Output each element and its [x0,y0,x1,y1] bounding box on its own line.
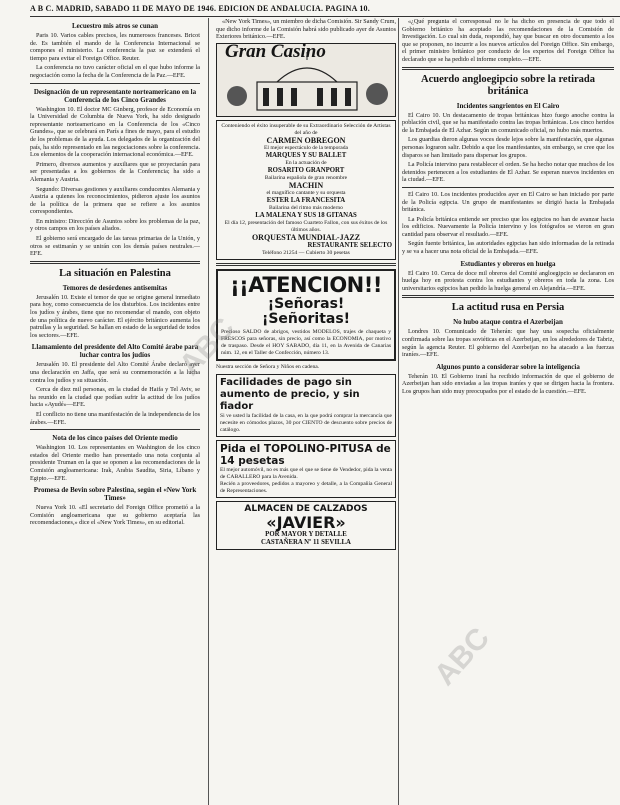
column-middle [216,18,396,805]
ad-title: ¡¡ATENCION!! [230,272,382,297]
paragraph: Cerca de diez mil personas, en la ciudad de Haifa y Tel Aviv, se ha reunido en la ciudad que podían sufrir la actitud de los judíos hacia «Ayudé»—EFE. [30,386,200,409]
paragraph: «¿Qué pregunta el corresponsal no le ha dicho en presencia de que todo el Gobierno británico ha aceptado las recomendaciones de la Comisión de Investigación. Lo cual sin duda, respondió, hay que buscar en otro documento a los que se proponen, no incurrir a los nuevos artículos del Foreign Office. Sin embargo, el primer ministro británico por conducto de los expertos del Foreign Office ha declarado que se ha pedido el informe completo.—EFE. [402,18,614,63]
column-divider [398,18,399,805]
paragraph: La Policía intervino para restablecer el orden. Se ha hecho notar que muchos de los detenidos pertenecen a los estudiantes de El Azhar. Se esperan nuevos incidentes en la ciudad.—EFE. [402,161,614,184]
paragraph: El gobierno será encargado de las tareas primarias de la Unión, y otros se estimarán y se unirán con los demás países neutrales.—EFE. [30,235,200,258]
casino-building-icon [217,40,395,114]
headline: Designación de un representante norteamericano en la Conferencia de los Cinco Grandes [33,87,197,104]
paragraph: Nueva York 10. «El secretario del Foreign Office prometió a la Comisión angloamericana que su gobierno aceptaría las recomendaciones,» dice el «New York Times», en su editorial. [30,504,200,527]
store-name: «JAVIER» [266,512,346,532]
ad-text: RESTAURANTE SELECTO [307,241,392,249]
casino-logo [216,40,396,117]
ad-text: Bailarina española de gran renombre [264,174,348,181]
column-divider [208,18,209,805]
section-headline: La situación en Palestina [59,267,171,279]
ad-text: CASTAÑERA Nº 11 SEVILLA [261,538,351,546]
paragraph: La conferencia no tuvo carácter oficial en el que hubo informe la negociación como la fecha de la Conferencia de la Paz.—EFE. [30,64,200,79]
shoe-store-ad [216,501,396,550]
performer-name: ORQUESTA MUNDIAL-JAZZ [251,232,361,242]
subheadline: Nota de los cinco países del Oriente medio [52,434,178,443]
paragraph: Segundo: Diversas gestiones y auxiliares conducentes Alemania y Austria a quienes los reconocimientos, pidieron ajuste los asuntos de la política de la primera que se refiere a los asuntos correspondientes. [30,185,200,216]
performer-name: MACHIN [288,180,324,190]
ad-text: En la actuación de [285,159,327,166]
paragraph: Teherán 10. El Gobierno iraní ha recibido información de que el gobierno de Azerbeijan han sido enviadas a las tropas iraníes y que se dirigen hacia la frontera. Los grupos han sido muy preocupados por el estado de la cuestión.—EFE. [402,372,614,395]
divider [402,295,614,298]
ad-text: POR MAYOR Y DETALLE [265,530,347,538]
ad-text: Bailarina del ritmo más moderno [269,204,343,211]
column-left [30,18,200,805]
casino-logo-text: Gran Casino [225,40,326,62]
subheadline: Incidentes sangrientos en El Cairo [456,101,560,110]
paragraph: El Cairo 10. Un destacamento de tropas británicas hizo fuego anoche contra la población civil, que se ha manifestado contra las tropas británicas. Los cinco heridos de la Embajada de El Azhar. Según un comunicado oficial, no hubo más muertos. [402,111,614,134]
ad-phone: Teléfono 21254 — Cubierto 30 pesetas [262,249,350,256]
paragraph: Jerusalén 10. El presidente del Alto Comité Árabe declaró ayer una declaración en Jaffa, que será su conmemoración a la lucha contra los judíos y su situación. [30,361,200,384]
paragraph: Según fuente británica, las autoridades egipcias han sido informadas de la retirada y se va a hacer una nota oficial de la Embajada.—EFE. [402,240,614,256]
divider [402,67,614,70]
paragraph: Jerusalén 10. Existe el temor de que se origine general inmediato para hoy, como consecuencia de los disturbios. Los incidentes entre los judíos y árabes, tiene que no recomendar el mando, con objeto de una política de nuevo carácter. El ejército británico aumenta los patrullas y la seguridad. Se hallan en estado de la seguridad de todos los sectores.—EFE. [30,293,200,339]
ad-text: Nuestra sección de Señora y Niños en cadena. [216,363,320,370]
ad-title: Facilidades de pago sin aumento de precio, y sin fiador [220,376,360,412]
performer-name: ROSARITO GRANPORT [267,166,345,174]
watermark: ABC [173,311,242,382]
payment-ad [216,374,396,437]
casino-program [216,120,396,260]
headline: Lecuestro mis atros se cunan [71,22,159,30]
ad-text: El día 12, presentación del famoso Cuarteto Fallon, con sus éxitos de los últimos años. [224,219,388,233]
divider [30,83,200,84]
performer-name: ESTER LA FRANCESITA [266,196,346,204]
watermark: ABC [428,621,497,692]
section-headline: Acuerdo angloegipcio sobre la retirada británica [420,73,595,97]
subheadline: Temores de desórdenes antisemitas [62,283,168,292]
topolino-ad [216,440,396,498]
subheadline: Promesa de Bevin sobre Palestina, según el «New York Times» [33,486,197,503]
subheadline: Llamamiento del presidente del Alto Comité árabe para luchar contra los judíos [31,343,199,360]
paragraph: Primero, diversos aumentos y auxiliares que se proyectarán para ser presentadas a los gobiernos de la Conferencia; ha sido a Alemania y Austria. [30,160,200,183]
column-right [402,18,614,805]
paragraph: La Policía británica entiende ser preciso que los egipcios no han de avanzar hacia los edificios. Nuevamente la Policía intervino y los fotógrafos se vieron en gran cantidad para observar el resultado.—EFE. [402,215,614,238]
divider [30,261,200,264]
ad-text: Conteniendo el éxito insuperable de su Extraordinario Selección de Artistas del año de [221,122,391,136]
ad-text: el magnífico cantante y su orquesta [266,189,346,196]
paragraph: En ministro: Dirección de Asuntos sobre los problemas de la paz, y otros campos en los países aliados. [30,217,200,233]
ad-title: ALMACEN DE CALZADOS [244,503,368,514]
ad-text: El mejor espectáculo de la temporada [263,144,349,151]
performer-name: LA MALENA Y SUS 18 GITANAS [255,211,357,219]
section-headline: La actitud rusa en Persia [451,302,565,314]
paragraph: «New York Times», un miembro de dicha Comisión. Sir Sandy Crum, que dicho informe de la Comisión habrá sido publicado ayer de Asuntos Exteriores británico.—EFE. [216,18,396,41]
page-header: A B C. MADRID, SABADO 11 DE MAYO DE 1946. EDICION DE ANDALUCIA. PAGINA 10. [30,4,620,17]
divider [216,263,396,266]
subheadline: No hubo ataque contra el Azerbeijan [453,318,563,327]
paragraph: Paris 10. Varios cables precisos, les numerosos franceses. Bricot de. Es también el mando de la Conferencia Internacional se compones el ministerio. La conferencia la paz se extenderá el tiempo para evitar el Foreign Office. Reuter. [30,32,200,62]
ad-title: ¡Señoritas! [261,310,351,327]
ad-title: Pida el TOPOLINO-PITUSA de 14 pesetas [220,442,391,467]
subheadline: Estudiantes y obreros en huelga [460,259,556,268]
ad-text: El mejor automóvil, no es más que el que se tiene de Vendedor, pida la venta de CABALLERO para la Avenida. [220,466,392,480]
divider [402,187,614,188]
paragraph: El Cairo 10. Cerca de doce mil obreros del Comité angloegipcio se declararon en huelga hoy en protesta contra los estudiantes y obreros en toda la zona. Los universitarios egipcios han pedido la huelga general en Alejandría.—EFE. [402,269,614,292]
paragraph: Washington 10. El doctor MC Ginberg, profesor de Economía en la Universidad de Columbia de Nueva York, ha sido designado representante norteamericano en la Conferencia de los «Cinco Grandes», que se celebrará en París a fines de mayo, para el estudio de los problemas de la ayuda. Los delegados de la organización del país, ha sido representado en las negociaciones sobre la conferencia. Los elementos de la cooperación internacional económica.—EFE. [30,105,200,159]
ad-text: Recién a proveedores, pedidos a mayoreo y detalle, a la Compañía General de Representaciones. [220,480,392,494]
subheadline: Algunos punto a considerar sobre la inteligencia [436,362,580,371]
ad-text: Precioso SALDO de abrigos, vestidos MODELOS, trajes de chaqueta y FRESCOS para señoras, sin precio, así como la ECONOMIA, por motivo de traspaso. Desde el HOY SABADO, día 11, en la Avenida de Canarias núm. 12, en el Taller de Confección, número 13. [221,328,391,356]
ad-text: Si ve usted la facilidad de la casa, en la que podrá comprar la mercancía que necesite en cómodos plazos, 30 por CIENTO de descuento sobre precios de catálogo. [220,412,392,433]
paragraph: Washington 10. Los representantes en Washington de los cinco estados del Oriente medio han presentado una nota conjunta al presidente Truman en la que se oponen a las recomendaciones de la Comisión angloamericana: Irak, Arabia Saudita, Siria, Líbano y Egipto.—EFE. [30,444,200,482]
paragraph: El conflicto no tiene una manifestación de la independencia de los árabes.—EFE. [30,410,200,426]
paragraph: Londres 10. Comunicado de Teherán: que hay una sospecha oficialmente confirmada sobre las tropas soviéticas en el Azerbeijan, en los alrededores de Tabriz, según la agencia Reuter. El gobierno del Azerbeijan no ha atacado a las fuerzas iraníes.—EFE. [402,328,614,359]
performer-name: CARMEN OBREGON [266,135,346,145]
performer-name: MARQUES Y SU BALLET [265,151,347,159]
paragraph: El Cairo 10. Los incidentes producidos ayer en El Cairo se han iniciado por parte de la Policía egipcia. Un grupo de manifestantes se dirigió hacia la Embajada británica. [402,190,614,214]
paragraph: Los guardias dieron algunas voces desde lejos sobre la manifestación, que algunas personas lograron salir. Debido a que los manifestantes, sin embargo, se cree que los disparos se han limitado para dispersar los grupos. [402,136,614,159]
divider [30,429,200,430]
ad-title: ¡Señoras! [267,295,345,312]
attention-ad [216,269,396,361]
